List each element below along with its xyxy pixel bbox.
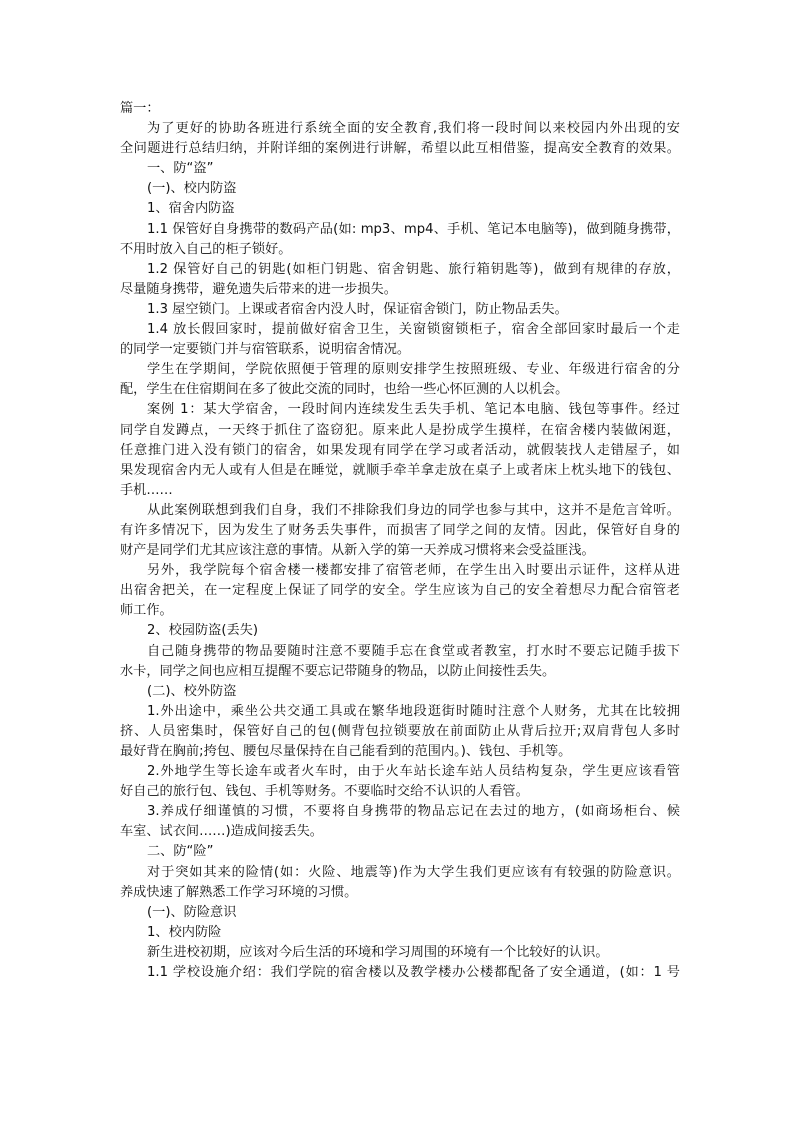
text-line: 3.养成仔细谨慎的习惯，不要将自身携带的物品忘记在去过的地方，(如商场柜台、候 (147, 804, 680, 820)
text-line: 2、校园防盗(丢失) (147, 623, 258, 639)
text-line: (一)、防险意识 (147, 904, 237, 920)
text-line: 1、宿舍内防盗 (147, 201, 235, 217)
text-line: 不用时放入自己的柜子锁好。 (120, 241, 292, 257)
text-line: 好自己的旅行包、钱包、手机等财务。不要临时交给不认识的人看管。 (120, 784, 529, 800)
text-line: 配，学生在住宿期间在多了彼此交流的同时，也给一些心怀叵测的人以机会。 (120, 382, 569, 398)
text-line: 案例 1：某大学宿舍，一段时间内连续发生丢失手机、笔记本电脑、钱包等事件。经过 (147, 402, 680, 418)
text-line: 车室、试衣间……)造成间接丢失。 (120, 824, 323, 840)
text-line: 1.1 保管好自身携带的数码产品(如: mp3、mp4、手机、笔记本电脑等)，做到随身携带， (147, 221, 680, 237)
text-line: 新生进校初期，应该对今后生活的环境和学习周围的环境有一个比较好的认识。 (147, 944, 609, 960)
text-line: 1、校内防险 (147, 924, 222, 940)
text-line: 水卡，同学之间也应相互提醒不要忘记带随身的物品，以防止间接性丢失。 (120, 663, 556, 679)
text-line: 为了更好的协助各班进行系统全面的安全教育,我们将一段时间以来校园内外出现的安 (147, 121, 680, 137)
text-line: 1.2 保管好自己的钥匙(如柜门钥匙、宿舍钥匙、旅行箱钥匙等)，做到有规律的存放， (147, 261, 680, 277)
text-line: 同学自发蹲点，一天终于抓住了盗窃犯。原来此人是扮成学生摸样，在宿舍楼内装做闲逛， (120, 422, 680, 438)
text-line: 自己随身携带的物品要随时注意不要随手忘在食堂或者教室，打水时不要忘记随手拔下 (147, 643, 680, 659)
text-line: 2.外地学生等长途车或者火车时，由于火车站长途车站人员结构复杂，学生更应该看管 (147, 764, 680, 780)
text-line: 手机…… (120, 482, 173, 498)
text-line: 师工作。 (120, 603, 173, 619)
text-line: 财产是同学们尤其应该注意的事情。从新入学的第一天养成习惯将来会受益匪浅。 (120, 543, 595, 559)
text-line: 一、防“盗” (147, 161, 214, 177)
text-line: 尽量随身携带，避免遗失后带来的进一步损失。 (120, 281, 397, 297)
document-page (120, 99, 680, 983)
text-line: 任意推门进入没有锁门的宿舍，如果发现有同学在学习或者活动，就假装找人走错屋子，如 (120, 442, 680, 458)
text-line: 从此案例联想到我们自身，我们不排除我们身边的同学也参与其中，这并不是危言耸听。 (147, 502, 680, 518)
text-line: 学生在学期间，学院依照便于管理的原则安排学生按照班级、专业、年级进行宿舍的分 (147, 362, 680, 378)
text-line: 1.4 放长假回家时，提前做好宿舍卫生，关窗锁窗锁柜子，宿舍全部回家时最后一个走 (147, 322, 680, 338)
text-line: 出宿舍把关，在一定程度上保证了同学的安全。学生应该为自己的安全着想尽力配合宿管老 (120, 583, 680, 599)
text-line: 有许多情况下，因为发生了财务丢失事件，而损害了同学之间的友情。因此，保管好自身的 (120, 522, 680, 538)
text-line: (二)、校外防盗 (147, 683, 237, 699)
text-line: 果发现宿舍内无人或有人但是在睡觉，就顺手牵羊拿走放在桌子上或者床上枕头地下的钱包、 (120, 462, 680, 478)
text-line: 全问题进行总结归纳，并附详细的案例进行讲解，希望以此互相借鉴，提高安全教育的效果。 (120, 141, 680, 157)
text-line: 对于突如其来的险情(如：火险、地震等)作为大学生我们更应该有有较强的防险意识。 (147, 864, 680, 880)
text-line: 养成快速了解熟悉工作学习环境的习惯。 (120, 884, 358, 900)
text-line: 1.1 学校设施介绍：我们学院的宿舍楼以及教学楼办公楼都配备了安全通道，(如：1 号 (147, 965, 680, 981)
text-line: 的同学一定要锁门并与宿管联系，说明宿舍情况。 (120, 342, 411, 358)
text-line: 挤、人员密集时，保管好自己的包(侧背包拉锁要放在前面防止从背后拉开;双肩背包人多时 (120, 723, 680, 739)
text-line: 1.外出途中，乘坐公共交通工具或在繁华地段逛街时随时注意个人财务，尤其在比较拥 (147, 703, 680, 719)
text-line: 二、防“险” (147, 844, 214, 860)
text-line: 1.3 屋空锁门。上课或者宿舍内没人时，保证宿舍锁门，防止物品丢失。 (147, 301, 568, 317)
text-line: 篇一： (120, 101, 160, 116)
text-line: 另外，我学院每个宿舍楼一楼都安排了宿管老师，在学生出入时要出示证件，这样从进 (147, 563, 680, 579)
text-line: (一)、校内防盗 (147, 181, 237, 197)
text-line: 最好背在胸前;挎包、腰包尽量保持在自己能看到的范围内。)、钱包、手机等。 (120, 744, 572, 759)
